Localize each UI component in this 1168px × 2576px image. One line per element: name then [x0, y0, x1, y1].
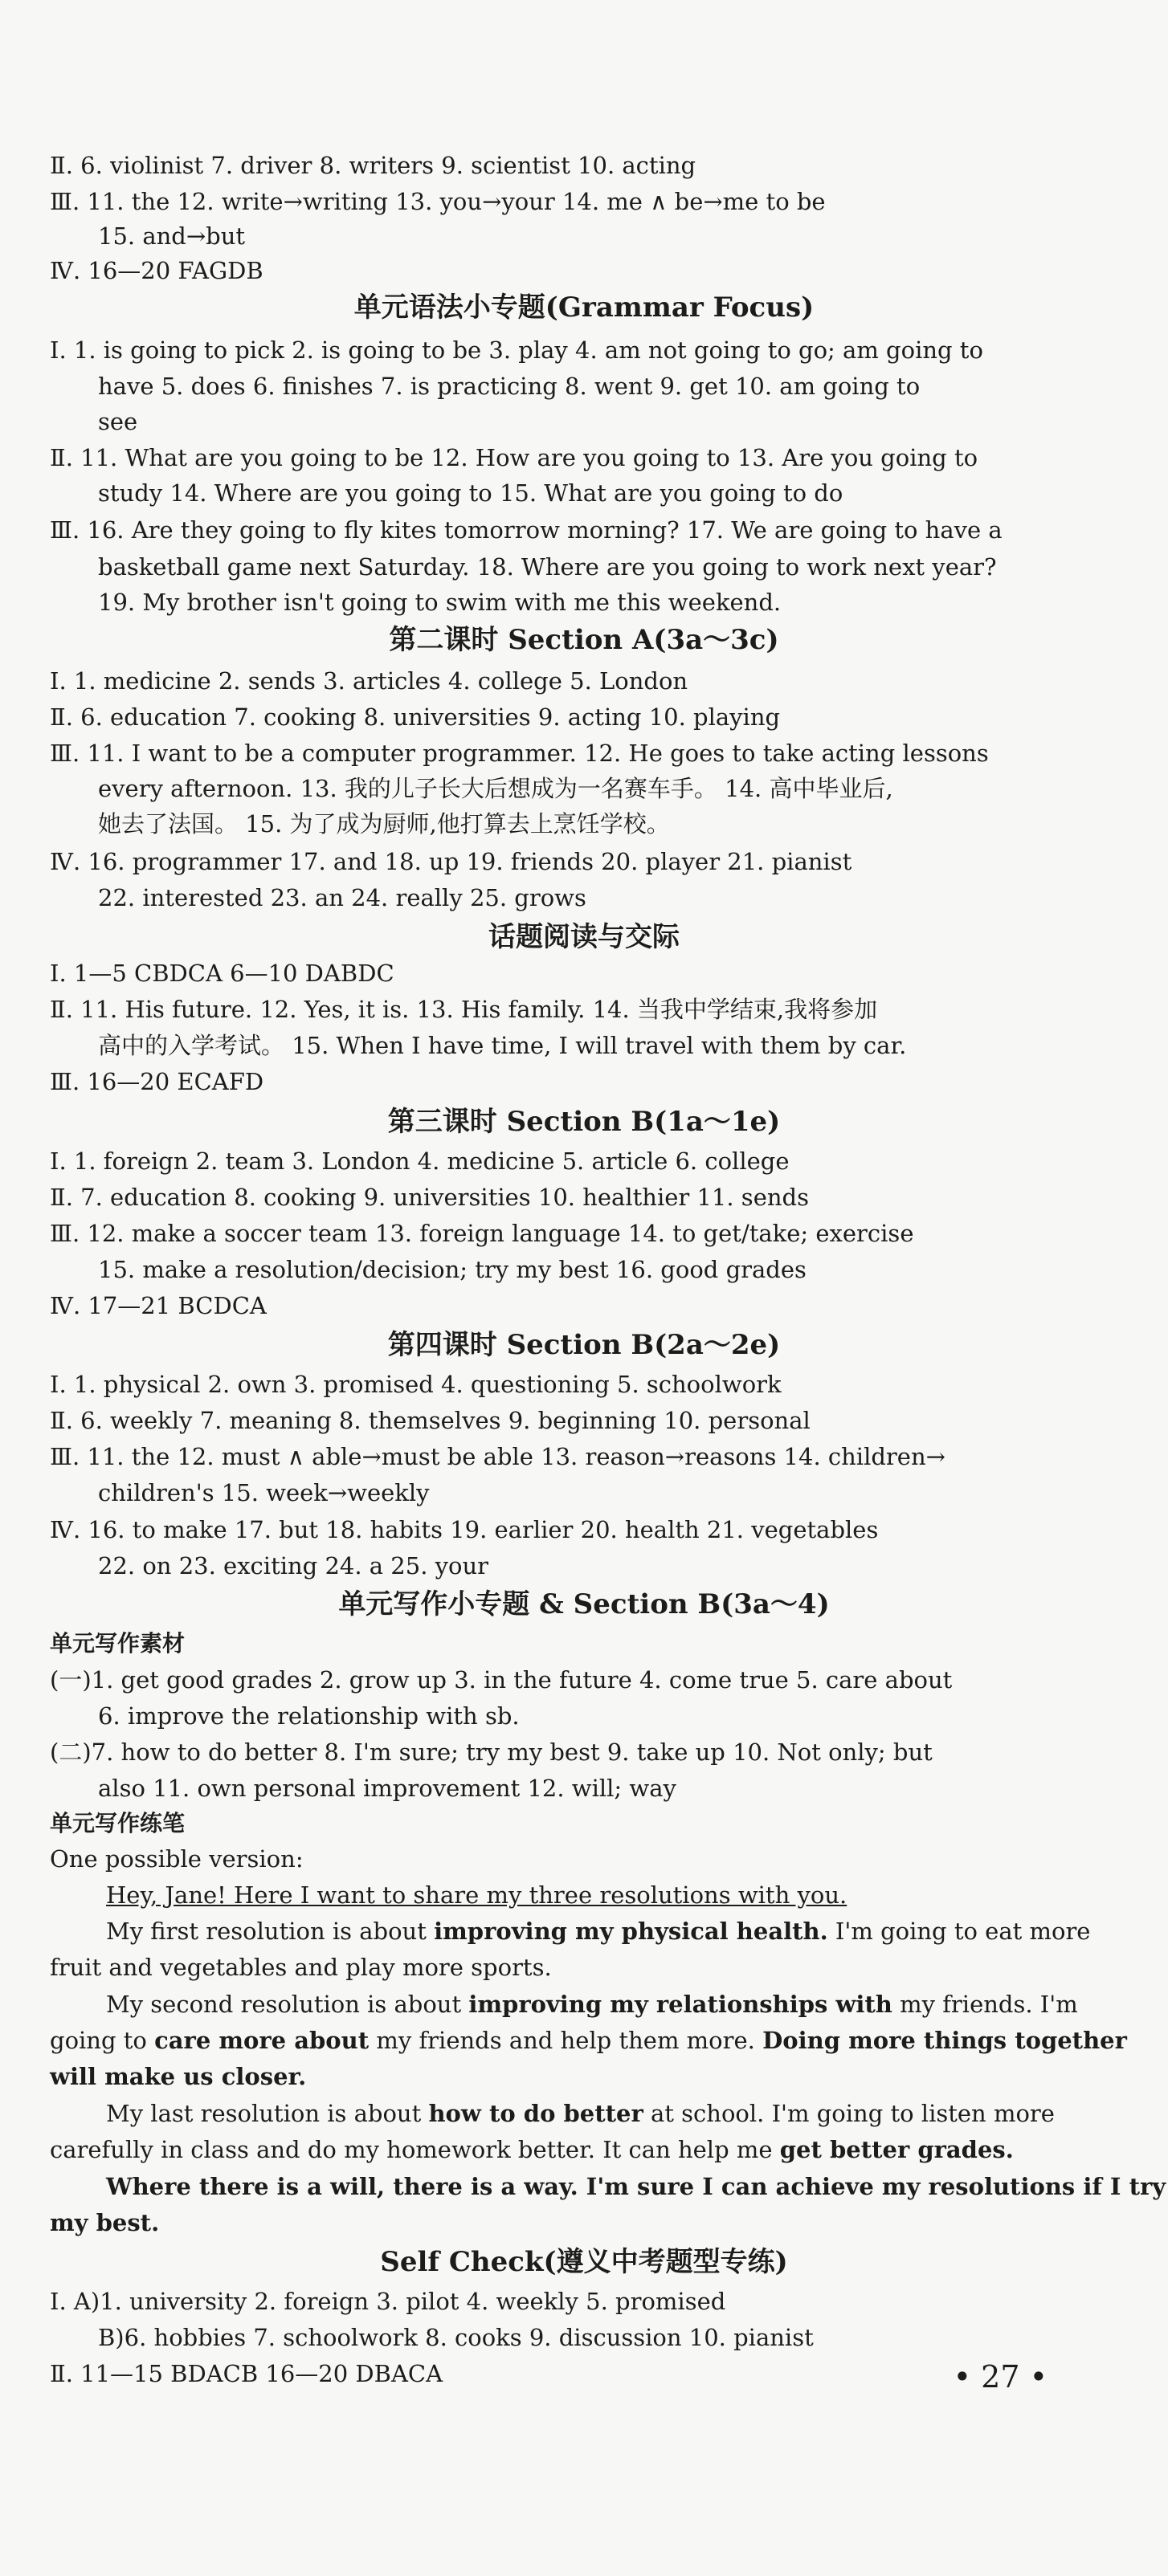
essay-line: [106, 1920, 1142, 1943]
answer-line: B)6. hobbies 7. schoolwork 8. cooks 9. discussion 10. pianist: [98, 2324, 814, 2351]
essay-bold-line: will make us closer.: [50, 2063, 307, 2090]
answer-line: 她去了法国。 15. 为了成为厨师,他打算去上烹饪学校。: [98, 810, 670, 838]
answer-line: every afternoon. 13. 我的儿子长大后想成为一名赛车手。 14. 高中毕业后,: [98, 775, 893, 802]
answer-line: Ⅰ. 1. medicine 2. sends 3. articles 4. college 5. London: [50, 667, 688, 695]
answer-line: Ⅲ. 11. I want to be a computer programmer. 12. He goes to take acting lessons: [50, 740, 989, 767]
section-heading: 第二课时 Section A(3a～3c): [389, 624, 779, 656]
answer-line: Ⅰ. A)1. university 2. foreign 3. pilot 4. weekly 5. promised: [50, 2288, 726, 2315]
answer-line: 19. My brother isn't going to swim with me this weekend.: [98, 589, 782, 616]
essay-text: going to: [50, 2027, 155, 2054]
essay-greeting: [106, 1881, 1142, 1909]
essay-bold-text: how to do better: [428, 2100, 643, 2127]
subsection-title: 单元写作素材: [50, 1630, 186, 1657]
answer-line: Ⅰ. 1—5 CBDCA 6—10 DABDC: [50, 960, 394, 987]
answer-line: Ⅱ. 7. education 8. cooking 9. universities 10. healthier 11. sends: [50, 1184, 809, 1211]
answer-line: Ⅱ. 11. What are you going to be 12. How are you going to 13. Are you going to: [50, 444, 978, 471]
answer-line: Ⅳ. 16. programmer 17. and 18. up 19. friends 20. player 21. pianist: [50, 848, 852, 875]
essay-text: carefully in class and do my homework better. It can help me: [50, 2136, 780, 2163]
answer-line: Ⅳ. 16—20 FAGDB: [50, 257, 263, 284]
essay-line: [50, 2138, 1086, 2162]
essay-bold-text: Doing more things together: [762, 2027, 1127, 2054]
essay-greeting-text: Hey, Jane! Here I want to share my three resolutions with you.: [106, 1881, 847, 1909]
essay-bold-text: improving my physical health.: [434, 1918, 828, 1945]
essay-text: my friends and help them more.: [369, 2027, 763, 2054]
essay-line: fruit and vegetables and play more sports.: [50, 1954, 552, 1981]
answer-line: Ⅲ. 16. Are they going to fly kites tomorrow morning? 17. We are going to have a: [50, 516, 1003, 544]
essay-text: my friends. I'm: [892, 1991, 1078, 2018]
answer-line: 6. improve the relationship with sb.: [98, 1702, 520, 1730]
essay-text: at school. I'm going to listen more: [643, 2100, 1055, 2127]
answer-line: 15. and→but: [98, 222, 246, 250]
answer-line: Ⅲ. 12. make a soccer team 13. foreign language 14. to get/take; exercise: [50, 1220, 914, 1247]
essay-text: My first resolution is about: [106, 1918, 435, 1945]
essay-intro: One possible version:: [50, 1845, 304, 1873]
answer-line: study 14. Where are you going to 15. What are you going to do: [98, 479, 843, 507]
answer-line: Ⅲ. 11. the 12. write→writing 13. you→your 14. me ∧ be→me to be: [50, 188, 826, 215]
answer-line: 15. make a resolution/decision; try my best 16. good grades: [98, 1256, 807, 1283]
essay-bold-text: care more about: [154, 2027, 370, 2054]
page-number: • 27 •: [953, 2359, 1048, 2395]
answer-line: Ⅱ. 6. education 7. cooking 8. universities 9. acting 10. playing: [50, 703, 781, 731]
essay-line: [50, 2027, 1127, 2054]
section-heading: 单元语法小专题(Grammar Focus): [353, 291, 815, 324]
answer-line: Ⅱ. 11. His future. 12. Yes, it is. 13. His family. 14. 当我中学结束,我将参加: [50, 996, 878, 1023]
essay-bold-text: improving my relationships with: [468, 1991, 892, 2018]
subsection-title: 单元写作练笔: [50, 1810, 186, 1836]
answer-line: basketball game next Saturday. 18. Where are you going to work next year?: [98, 553, 997, 581]
answer-line: (一)1. get good grades 2. grow up 3. in the future 4. come true 5. care about: [50, 1666, 953, 1694]
answer-line: Ⅰ. 1. is going to pick 2. is going to be 3. play 4. am not going to go; am going to: [50, 336, 983, 364]
essay-line: [106, 2102, 1142, 2126]
answer-line: Ⅰ. 1. physical 2. own 3. promised 4. questioning 5. schoolwork: [50, 1371, 782, 1398]
answer-line: Ⅱ. 11—15 BDACB 16—20 DBACA: [50, 2360, 443, 2387]
answer-line: children's 15. week→weekly: [98, 1479, 430, 1506]
answer-line: Ⅱ. 6. weekly 7. meaning 8. themselves 9. beginning 10. personal: [50, 1407, 811, 1434]
answer-line: see: [98, 408, 138, 435]
essay-bold-text: get better grades.: [779, 2136, 1014, 2163]
answer-line: Ⅳ. 16. to make 17. but 18. habits 19. earlier 20. health 21. vegetables: [50, 1516, 879, 1543]
answer-line: 高中的入学考试。 15. When I have time, I will travel with them by car.: [98, 1032, 907, 1059]
essay-text: I'm going to eat more: [827, 1918, 1091, 1945]
section-heading: 第四课时 Section B(2a～2e): [387, 1329, 781, 1361]
section-heading: 话题阅读与交际: [488, 921, 680, 953]
answer-line: Ⅰ. 1. foreign 2. team 3. London 4. medicine 5. article 6. college: [50, 1147, 790, 1175]
answer-line: 22. on 23. exciting 24. a 25. your: [98, 1552, 489, 1579]
essay-bold-line: Where there is a will, there is a way. I'm sure I can achieve my resolutions if I try: [106, 2173, 1166, 2200]
essay-line: [106, 1993, 1142, 2016]
section-heading: 单元写作小专题 & Section B(3a～4): [338, 1588, 830, 1620]
section-heading: 第三课时 Section B(1a～1e): [387, 1106, 781, 1138]
answer-line: 22. interested 23. an 24. really 25. grows: [98, 884, 586, 911]
essay-text: My last resolution is about: [106, 2100, 429, 2127]
answer-line: Ⅳ. 17—21 BCDCA: [50, 1292, 267, 1319]
answer-line: also 11. own personal improvement 12. will; way: [98, 1775, 676, 1802]
answer-line: have 5. does 6. finishes 7. is practicing 8. went 9. get 10. am going to: [98, 373, 921, 400]
answer-line: Ⅲ. 16—20 ECAFD: [50, 1068, 264, 1095]
essay-bold-line: my best.: [50, 2209, 160, 2236]
answer-line: (二)7. how to do better 8. I'm sure; try my best 9. take up 10. Not only; but: [50, 1738, 933, 1766]
answer-line: Ⅱ. 6. violinist 7. driver 8. writers 9. scientist 10. acting: [50, 152, 696, 179]
essay-text: My second resolution is about: [106, 1991, 469, 2018]
section-heading: Self Check(遵义中考题型专练): [380, 2246, 788, 2278]
answer-line: Ⅲ. 11. the 12. must ∧ able→must be able 13. reason→reasons 14. children→: [50, 1443, 945, 1470]
